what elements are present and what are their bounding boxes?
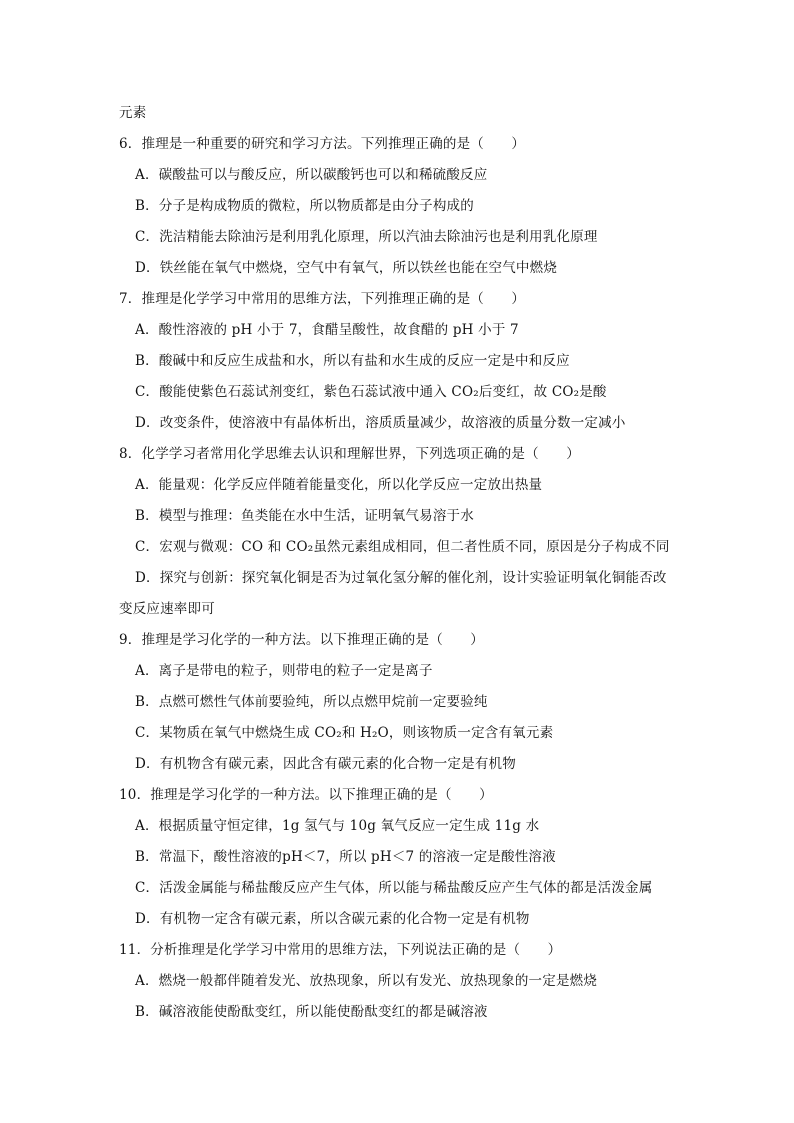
question-10-option-d: D．有机物一定含有碳元素，所以含碳元素的化合物一定是有机物 [135,911,530,927]
question-7-option-b: B．酸碱中和反应生成盐和水，所以有盐和水生成的反应一定是中和反应 [135,353,570,369]
question-7-stem: 7．推理是化学学习中常用的思维方法，下列推理正确的是（ ） [119,291,526,307]
question-6-option-c: C．洗洁精能去除油污是利用乳化原理，所以汽油去除油污也是利用乳化原理 [135,229,598,245]
question-6-stem: 6．推理是一种重要的研究和学习方法。下列推理正确的是（ ） [119,136,526,152]
question-9-option-b: B．点燃可燃性气体前要验纯，所以点燃甲烷前一定要验纯 [135,694,488,710]
question-6-option-d: D．铁丝能在氧气中燃烧，空气中有氧气，所以铁丝也能在空气中燃烧 [135,260,558,276]
question-10-stem: 10．推理是学习化学的一种方法。以下推理正确的是（ ） [119,787,493,803]
question-7-option-d: D．改变条件，使溶液中有晶体析出，溶质质量减少，故溶液的质量分数一定减小 [135,415,626,431]
question-10-option-b: B．常温下，酸性溶液的pH＜7，所以 pH＜7 的溶液一定是酸性溶液 [135,849,556,865]
question-8-option-b: B．模型与推理：鱼类能在水中生活，证明氧气易溶于水 [135,508,474,524]
question-11-option-b: B．碱溶液能使酚酞变红，所以能使酚酞变红的都是碱溶液 [135,1004,488,1020]
question-8-option-a: A．能量观：化学反应伴随着能量变化，所以化学反应一定放出热量 [135,477,543,493]
question-9-option-c: C．某物质在氧气中燃烧生成 CO₂和 H₂O，则该物质一定含有氧元素 [135,725,554,741]
question-11-option-a: A．燃烧一般都伴随着发光、放热现象，所以有发光、放热现象的一定是燃烧 [135,973,598,989]
question-6-option-a: A．碳酸盐可以与酸反应，所以碳酸钙也可以和稀硫酸反应 [135,167,488,183]
question-11-stem: 11．分析推理是化学学习中常用的思维方法，下列说法正确的是（ ） [119,942,562,958]
question-7-option-a: A．酸性溶液的 pH 小于 7，食醋呈酸性，故食醋的 pH 小于 7 [135,322,519,338]
question-6-option-b: B．分子是构成物质的微粒，所以物质都是由分子构成的 [135,198,474,214]
question-7-option-c: C．酸能使紫色石蕊试剂变红，紫色石蕊试液中通入 CO₂后变红，故 CO₂是酸 [135,384,607,400]
question-8-option-d-continued: 变反应速率即可 [119,601,215,617]
question-9-option-d: D．有机物含有碳元素，因此含有碳元素的化合物一定是有机物 [135,756,516,772]
question-9-stem: 9．推理是学习化学的一种方法。以下推理正确的是（ ） [119,632,484,648]
text-line: 元素 [119,105,147,121]
question-10-option-a: A．根据质量守恒定律，1g 氢气与 10g 氧气反应一定生成 11g 水 [135,818,540,834]
question-9-option-a: A．离子是带电的粒子，则带电的粒子一定是离子 [135,663,433,679]
question-8-option-c: C．宏观与微观：CO 和 CO₂虽然元素组成相同，但二者性质不同，原因是分子构成不同 [135,539,670,555]
question-10-option-c: C．活泼金属能与稀盐酸反应产生气体，所以能与稀盐酸反应产生气体的都是活泼金属 [135,880,653,896]
question-8-stem: 8．化学学习者常用化学思维去认识和理解世界，下列选项正确的是（ ） [119,446,580,462]
question-8-option-d: D．探究与创新：探究氧化铜是否为过氧化氢分解的催化剂，设计实验证明氧化铜能否改 [135,570,667,586]
